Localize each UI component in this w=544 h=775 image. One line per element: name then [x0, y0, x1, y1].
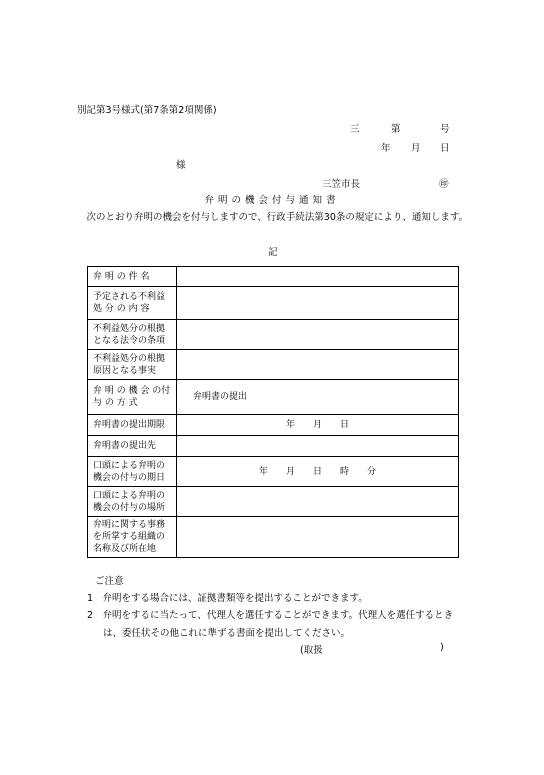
- row-label: 不利益処分の根拠となる法令の条項: [88, 320, 177, 350]
- row-label: 不利益処分の根拠原因となる事実: [88, 350, 177, 380]
- row-label: 弁明に関する事務を所掌する組織の名称及び所在地: [88, 517, 177, 558]
- notes-heading: ご注意: [95, 576, 124, 587]
- number-dai: 第: [391, 124, 401, 135]
- date-day: 日: [440, 143, 450, 154]
- row-value: 弁明書の提出: [177, 380, 459, 415]
- table-row: [88, 415, 459, 436]
- table-row: [88, 350, 459, 380]
- table-row: [88, 517, 459, 558]
- row-label: 予定される不利益処 分 の 内 容: [88, 287, 177, 320]
- row-label: 弁 明 の 機 会 の付 与 の 方 式: [88, 380, 177, 415]
- number-prefix: 三: [350, 124, 360, 135]
- table-row: [88, 267, 459, 287]
- note-item-continuation: は、委任状その他これに準ずる書面を提出してください。: [103, 628, 351, 639]
- row-value: [177, 487, 459, 517]
- notice-table: [87, 266, 459, 558]
- table-row: [88, 487, 459, 517]
- table-row: [88, 287, 459, 320]
- row-value: [177, 436, 459, 457]
- handler-label: (取扱: [300, 645, 323, 656]
- table-row: [88, 436, 459, 457]
- row-value: [177, 350, 459, 380]
- row-value: [177, 517, 459, 558]
- date-year: 年: [381, 143, 391, 154]
- note-item: 2 弁明をするに当たって、代理人を選任することができます。代理人を選任するとき: [87, 610, 454, 621]
- issuer: 三笠市長: [322, 179, 361, 190]
- row-value: [177, 320, 459, 350]
- date-month: 月: [411, 143, 421, 154]
- ki-heading: 記: [268, 247, 278, 258]
- row-label: 口頭による弁明の機会の付与の期日: [88, 457, 177, 487]
- form-reference: 別記第3号様式(第7条第2項関係): [77, 105, 217, 116]
- table-row: [88, 457, 459, 487]
- row-value: [177, 267, 459, 287]
- table-row: [88, 380, 459, 415]
- handler-close: ): [440, 642, 444, 653]
- seal-mark: ㊞: [439, 179, 449, 190]
- row-label: 弁明書の提出期限: [88, 415, 177, 436]
- document-title: 弁明の機会付与通知書: [204, 195, 340, 206]
- table-row: [88, 320, 459, 350]
- row-label: 弁明書の提出先: [88, 436, 177, 457]
- row-label: 弁 明 の 件 名: [88, 267, 177, 287]
- note-item: 1 弁明をする場合には、証拠書類等を提出することができます。: [87, 593, 368, 604]
- row-label: 口頭による弁明の機会の付与の場所: [88, 487, 177, 517]
- addressee: 様: [176, 160, 186, 171]
- number-go: 号: [440, 124, 450, 135]
- body-text: 次のとおり弁明の機会を付与しますので、行政手続法第30条の規定により、通知します。: [86, 212, 469, 223]
- row-value: [177, 287, 459, 320]
- row-value: 年 月 日 時 分: [177, 457, 459, 487]
- row-value: 年 月 日: [177, 415, 459, 436]
